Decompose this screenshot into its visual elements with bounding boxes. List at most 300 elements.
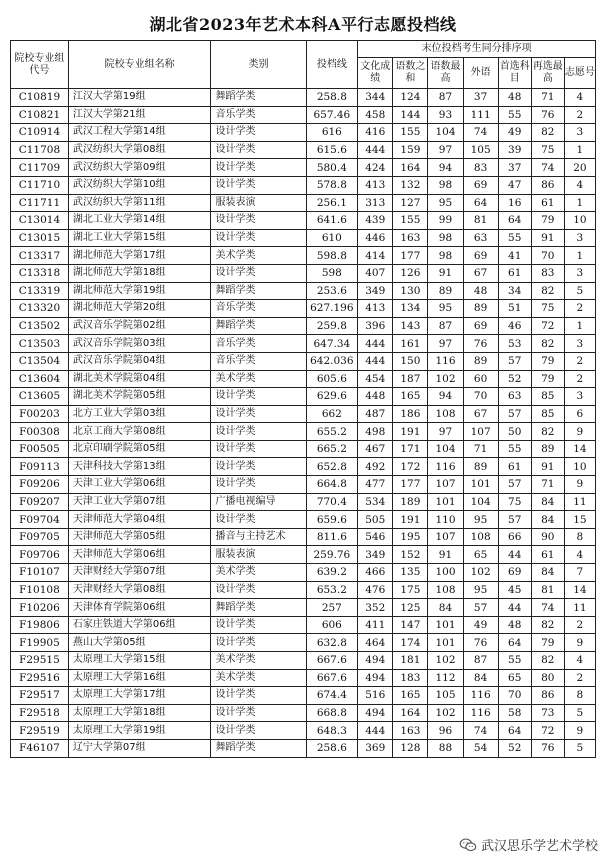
- table-cell: 设计学类: [211, 704, 306, 722]
- table-cell: 石家庄铁道大学第06组: [68, 616, 211, 634]
- table-cell: 494: [358, 669, 393, 687]
- table-cell: 2: [564, 669, 595, 687]
- table-row: [11, 423, 596, 441]
- table-cell: 9: [564, 476, 595, 494]
- table-row: [11, 687, 596, 705]
- table-cell: F46107: [11, 739, 69, 757]
- table-cell: 北京工商大学第08组: [68, 423, 211, 441]
- table-cell: 534: [358, 493, 393, 511]
- table-cell: 466: [358, 564, 393, 582]
- table-cell: 144: [393, 106, 428, 124]
- table-cell: 51: [498, 300, 531, 318]
- table-cell: 627.196: [306, 300, 358, 318]
- table-cell: 3: [564, 335, 595, 353]
- table-cell: F19806: [11, 616, 69, 634]
- table-cell: 舞蹈学类: [211, 89, 306, 107]
- table-cell: 2: [564, 616, 595, 634]
- table-cell: F09706: [11, 546, 69, 564]
- table-row: [11, 89, 596, 107]
- table-cell: 97: [428, 335, 463, 353]
- table-cell: 86: [531, 687, 564, 705]
- table-cell: 设计学类: [211, 405, 306, 423]
- table-cell: 606: [306, 616, 358, 634]
- table-cell: C13317: [11, 247, 69, 265]
- table-cell: 657.46: [306, 106, 358, 124]
- table-cell: 天津师范大学第06组: [68, 546, 211, 564]
- table-cell: 武汉音乐学院第03组: [68, 335, 211, 353]
- table-cell: 94: [428, 159, 463, 177]
- table-cell: 116: [428, 352, 463, 370]
- table-cell: 87: [428, 317, 463, 335]
- header-tiebreak-group: 末位投档考生同分排序项: [358, 41, 596, 58]
- table-cell: 74: [531, 159, 564, 177]
- table-cell: 41: [498, 247, 531, 265]
- table-cell: 128: [393, 739, 428, 757]
- table-cell: 605.6: [306, 370, 358, 388]
- table-cell: 82: [531, 423, 564, 441]
- table-cell: 45: [498, 581, 531, 599]
- table-cell: 458: [358, 106, 393, 124]
- table-cell: 52: [498, 739, 531, 757]
- table-cell: 武汉工程大学第14组: [68, 124, 211, 142]
- table-cell: F00505: [11, 440, 69, 458]
- table-cell: 设计学类: [211, 176, 306, 194]
- table-cell: 太原理工大学第15组: [68, 652, 211, 670]
- table-cell: 82: [531, 616, 564, 634]
- table-row: [11, 124, 596, 142]
- table-cell: 64: [498, 634, 531, 652]
- table-cell: 71: [531, 89, 564, 107]
- table-row: [11, 546, 596, 564]
- table-row: [11, 388, 596, 406]
- table-cell: 8: [564, 528, 595, 546]
- table-cell: 546: [358, 528, 393, 546]
- subheader-5: 再选最高: [531, 58, 564, 89]
- table-cell: 65: [498, 669, 531, 687]
- table-cell: F29519: [11, 722, 69, 740]
- table-cell: 84: [531, 493, 564, 511]
- table-row: [11, 634, 596, 652]
- subheader-1: 语数之和: [393, 58, 428, 89]
- table-cell: 67: [463, 405, 498, 423]
- table-cell: F29518: [11, 704, 69, 722]
- table-cell: 487: [358, 405, 393, 423]
- table-row: [11, 247, 596, 265]
- table-cell: 85: [531, 405, 564, 423]
- subheader-4: 首选科目: [498, 58, 531, 89]
- table-cell: C13605: [11, 388, 69, 406]
- table-cell: 江汉大学第21组: [68, 106, 211, 124]
- table-cell: 344: [358, 89, 393, 107]
- table-row: [11, 564, 596, 582]
- table-cell: 444: [358, 352, 393, 370]
- table-cell: C13604: [11, 370, 69, 388]
- table-cell: 89: [463, 352, 498, 370]
- table-cell: 125: [393, 599, 428, 617]
- table-cell: 89: [463, 300, 498, 318]
- table-cell: 63: [498, 388, 531, 406]
- table-cell: 音乐学类: [211, 335, 306, 353]
- table-cell: 北方工业大学第03组: [68, 405, 211, 423]
- table-cell: 天津工业大学第06组: [68, 476, 211, 494]
- table-cell: F10206: [11, 599, 69, 617]
- table-cell: C11710: [11, 176, 69, 194]
- table-cell: 美术学类: [211, 652, 306, 670]
- table-cell: 34: [498, 282, 531, 300]
- table-cell: 61: [531, 194, 564, 212]
- table-cell: 258.6: [306, 739, 358, 757]
- table-cell: 美术学类: [211, 669, 306, 687]
- table-cell: 湖北工业大学第14组: [68, 212, 211, 230]
- table-cell: 104: [428, 124, 463, 142]
- table-cell: 84: [531, 564, 564, 582]
- table-cell: 1: [564, 141, 595, 159]
- table-cell: F09704: [11, 511, 69, 529]
- table-cell: 98: [428, 229, 463, 247]
- table-cell: 太原理工大学第19组: [68, 722, 211, 740]
- table-cell: 81: [463, 212, 498, 230]
- table-cell: 494: [358, 704, 393, 722]
- table-cell: 58: [498, 704, 531, 722]
- table-cell: 641.6: [306, 212, 358, 230]
- table-row: [11, 528, 596, 546]
- table-row: [11, 458, 596, 476]
- table-cell: 94: [428, 388, 463, 406]
- table-cell: 音乐学类: [211, 352, 306, 370]
- table-cell: 101: [463, 476, 498, 494]
- table-cell: 67: [463, 264, 498, 282]
- table-cell: F29517: [11, 687, 69, 705]
- table-cell: 武汉纺织大学第08组: [68, 141, 211, 159]
- table-row: [11, 722, 596, 740]
- table-cell: 天津工业大学第07组: [68, 493, 211, 511]
- table-cell: 516: [358, 687, 393, 705]
- table-cell: 126: [393, 264, 428, 282]
- table-cell: 71: [531, 476, 564, 494]
- table-cell: 396: [358, 317, 393, 335]
- table-cell: 191: [393, 423, 428, 441]
- table-cell: 655.2: [306, 423, 358, 441]
- table-cell: 155: [393, 124, 428, 142]
- table-cell: 广播电视编导: [211, 493, 306, 511]
- table-cell: 69: [463, 176, 498, 194]
- table-cell: 163: [393, 229, 428, 247]
- table-cell: F29515: [11, 652, 69, 670]
- subheader-6: 志愿号: [564, 58, 595, 89]
- table-cell: 湖北工业大学第15组: [68, 229, 211, 247]
- table-cell: 352: [358, 599, 393, 617]
- table-cell: 20: [564, 159, 595, 177]
- table-cell: 91: [428, 264, 463, 282]
- table-cell: 64: [498, 722, 531, 740]
- table-cell: 647.34: [306, 335, 358, 353]
- table-cell: 107: [428, 528, 463, 546]
- table-cell: F09206: [11, 476, 69, 494]
- footer-text: 武汉思乐学艺术学校: [480, 839, 598, 854]
- table-cell: 407: [358, 264, 393, 282]
- table-cell: 71: [463, 440, 498, 458]
- table-cell: 太原理工大学第18组: [68, 704, 211, 722]
- table-cell: 2: [564, 300, 595, 318]
- table-row: [11, 493, 596, 511]
- table-cell: 74: [531, 599, 564, 617]
- table-cell: 102: [428, 652, 463, 670]
- table-cell: 设计学类: [211, 141, 306, 159]
- table-cell: 667.6: [306, 652, 358, 670]
- table-cell: 467: [358, 440, 393, 458]
- table-cell: C10914: [11, 124, 69, 142]
- table-cell: 147: [393, 616, 428, 634]
- table-cell: 159: [393, 141, 428, 159]
- table-cell: 662: [306, 405, 358, 423]
- table-row: [11, 476, 596, 494]
- table-row: [11, 176, 596, 194]
- table-cell: 259.76: [306, 546, 358, 564]
- table-cell: 811.6: [306, 528, 358, 546]
- table-cell: 79: [531, 212, 564, 230]
- table-cell: 61: [531, 546, 564, 564]
- table-cell: 江汉大学第19组: [68, 89, 211, 107]
- table-row: [11, 704, 596, 722]
- table-cell: 2: [564, 370, 595, 388]
- table-row: [11, 282, 596, 300]
- table-cell: 美术学类: [211, 564, 306, 582]
- table-cell: 85: [531, 388, 564, 406]
- table-cell: 88: [428, 739, 463, 757]
- table-cell: C13503: [11, 335, 69, 353]
- table-cell: 97: [428, 423, 463, 441]
- table-cell: 112: [428, 669, 463, 687]
- table-cell: 49: [463, 616, 498, 634]
- table-cell: 9: [564, 634, 595, 652]
- table-cell: 444: [358, 335, 393, 353]
- table-cell: 69: [498, 564, 531, 582]
- table-cell: 69: [463, 317, 498, 335]
- table-cell: 设计学类: [211, 458, 306, 476]
- table-cell: 设计学类: [211, 159, 306, 177]
- table-row: [11, 739, 596, 757]
- table-cell: 76: [463, 335, 498, 353]
- table-cell: 653.2: [306, 581, 358, 599]
- table-cell: 770.4: [306, 493, 358, 511]
- table-cell: 天津财经大学第07组: [68, 564, 211, 582]
- table-cell: 448: [358, 388, 393, 406]
- table-cell: 4: [564, 89, 595, 107]
- table-cell: 615.6: [306, 141, 358, 159]
- table-cell: 84: [463, 669, 498, 687]
- table-cell: 82: [531, 335, 564, 353]
- table-cell: 89: [428, 282, 463, 300]
- table-cell: 设计学类: [211, 124, 306, 142]
- table-cell: 257: [306, 599, 358, 617]
- table-cell: 102: [463, 564, 498, 582]
- table-cell: 181: [393, 652, 428, 670]
- table-cell: 设计学类: [211, 722, 306, 740]
- table-row: [11, 511, 596, 529]
- table-cell: 79: [531, 352, 564, 370]
- table-row: [11, 405, 596, 423]
- table-cell: 424: [358, 159, 393, 177]
- table-cell: 设计学类: [211, 634, 306, 652]
- table-cell: 49: [498, 124, 531, 142]
- table-cell: 95: [463, 511, 498, 529]
- table-cell: 105: [463, 141, 498, 159]
- table-cell: C13015: [11, 229, 69, 247]
- table-cell: 11: [564, 599, 595, 617]
- table-cell: 664.8: [306, 476, 358, 494]
- table-cell: C13014: [11, 212, 69, 230]
- table-cell: 湖北师范大学第17组: [68, 247, 211, 265]
- table-cell: C10819: [11, 89, 69, 107]
- table-cell: 580.4: [306, 159, 358, 177]
- table-cell: 5: [564, 282, 595, 300]
- table-cell: 127: [393, 194, 428, 212]
- table-row: [11, 264, 596, 282]
- table-cell: 48: [498, 89, 531, 107]
- table-cell: 设计学类: [211, 687, 306, 705]
- table-cell: 设计学类: [211, 511, 306, 529]
- table-cell: 161: [393, 335, 428, 353]
- table-cell: F19905: [11, 634, 69, 652]
- table-cell: 播音与主持艺术: [211, 528, 306, 546]
- table-cell: 175: [393, 581, 428, 599]
- table-row: [11, 300, 596, 318]
- table-cell: 4: [564, 652, 595, 670]
- table-cell: 413: [358, 176, 393, 194]
- table-cell: 9: [564, 423, 595, 441]
- table-cell: 83: [531, 264, 564, 282]
- table-cell: 37: [498, 159, 531, 177]
- table-cell: F10108: [11, 581, 69, 599]
- table-cell: C11708: [11, 141, 69, 159]
- table-cell: 95: [428, 300, 463, 318]
- table-cell: 107: [428, 476, 463, 494]
- table-cell: 设计学类: [211, 388, 306, 406]
- table-cell: 143: [393, 317, 428, 335]
- table-cell: 10: [564, 458, 595, 476]
- table-cell: 76: [531, 739, 564, 757]
- table-cell: 5: [564, 739, 595, 757]
- table-cell: F00203: [11, 405, 69, 423]
- table-cell: 6: [564, 405, 595, 423]
- table-cell: 14: [564, 440, 595, 458]
- table-cell: C13319: [11, 282, 69, 300]
- table-cell: 101: [428, 634, 463, 652]
- table-cell: 659.6: [306, 511, 358, 529]
- table-cell: 设计学类: [211, 616, 306, 634]
- table-cell: 44: [498, 546, 531, 564]
- table-cell: 476: [358, 581, 393, 599]
- table-cell: 3: [564, 388, 595, 406]
- table-cell: 61: [498, 458, 531, 476]
- table-cell: 87: [428, 89, 463, 107]
- table-cell: 87: [463, 652, 498, 670]
- table-cell: 57: [498, 405, 531, 423]
- table-cell: 632.8: [306, 634, 358, 652]
- table-cell: C13504: [11, 352, 69, 370]
- table-cell: 48: [498, 616, 531, 634]
- header-name: 院校专业组名称: [68, 41, 211, 89]
- table-cell: 100: [428, 564, 463, 582]
- table-row: [11, 599, 596, 617]
- table-cell: 256.1: [306, 194, 358, 212]
- table-cell: 66: [498, 528, 531, 546]
- table-cell: 天津财经大学第08组: [68, 581, 211, 599]
- table-cell: 165: [393, 388, 428, 406]
- table-cell: 648.3: [306, 722, 358, 740]
- table-cell: C13320: [11, 300, 69, 318]
- table-row: [11, 616, 596, 634]
- table-cell: 舞蹈学类: [211, 739, 306, 757]
- table-cell: 55: [498, 229, 531, 247]
- table-cell: 天津科技大学第13组: [68, 458, 211, 476]
- table-cell: 416: [358, 124, 393, 142]
- table-cell: 天津师范大学第04组: [68, 511, 211, 529]
- admission-table: [10, 40, 596, 758]
- table-cell: 75: [498, 493, 531, 511]
- table-cell: 83: [463, 159, 498, 177]
- table-cell: 101: [428, 616, 463, 634]
- table-row: [11, 370, 596, 388]
- table-cell: 104: [428, 440, 463, 458]
- table-cell: 72: [531, 722, 564, 740]
- table-cell: 177: [393, 247, 428, 265]
- table-cell: 舞蹈学类: [211, 282, 306, 300]
- table-cell: 69: [463, 247, 498, 265]
- table-cell: 辽宁大学第07组: [68, 739, 211, 757]
- table-row: [11, 106, 596, 124]
- table-cell: 446: [358, 229, 393, 247]
- table-cell: 天津师范大学第05组: [68, 528, 211, 546]
- table-cell: 46: [498, 317, 531, 335]
- table-cell: 155: [393, 212, 428, 230]
- table-cell: 98: [428, 247, 463, 265]
- table-cell: 642.036: [306, 352, 358, 370]
- table-cell: 163: [393, 722, 428, 740]
- table-cell: 183: [393, 669, 428, 687]
- table-cell: F09207: [11, 493, 69, 511]
- table-cell: 105: [428, 687, 463, 705]
- table-cell: F09705: [11, 528, 69, 546]
- table-cell: 639.2: [306, 564, 358, 582]
- table-cell: 98: [428, 176, 463, 194]
- table-cell: 73: [531, 704, 564, 722]
- table-cell: 598: [306, 264, 358, 282]
- subheader-3: 外语: [463, 58, 498, 89]
- table-cell: 70: [498, 687, 531, 705]
- table-cell: 253.6: [306, 282, 358, 300]
- table-cell: 44: [498, 599, 531, 617]
- table-cell: 64: [498, 212, 531, 230]
- table-cell: 349: [358, 546, 393, 564]
- table-cell: 195: [393, 528, 428, 546]
- table-cell: 75: [531, 141, 564, 159]
- table-cell: 116: [463, 704, 498, 722]
- table-cell: 177: [393, 476, 428, 494]
- table-cell: 舞蹈学类: [211, 317, 306, 335]
- table-cell: 439: [358, 212, 393, 230]
- table-cell: 89: [463, 458, 498, 476]
- table-cell: 464: [358, 634, 393, 652]
- table-cell: 设计学类: [211, 264, 306, 282]
- table-cell: 578.8: [306, 176, 358, 194]
- table-cell: 1: [564, 194, 595, 212]
- table-cell: 108: [428, 405, 463, 423]
- table-cell: 37: [463, 89, 498, 107]
- table-cell: 187: [393, 370, 428, 388]
- table-cell: 服装表演: [211, 194, 306, 212]
- table-cell: 667.6: [306, 669, 358, 687]
